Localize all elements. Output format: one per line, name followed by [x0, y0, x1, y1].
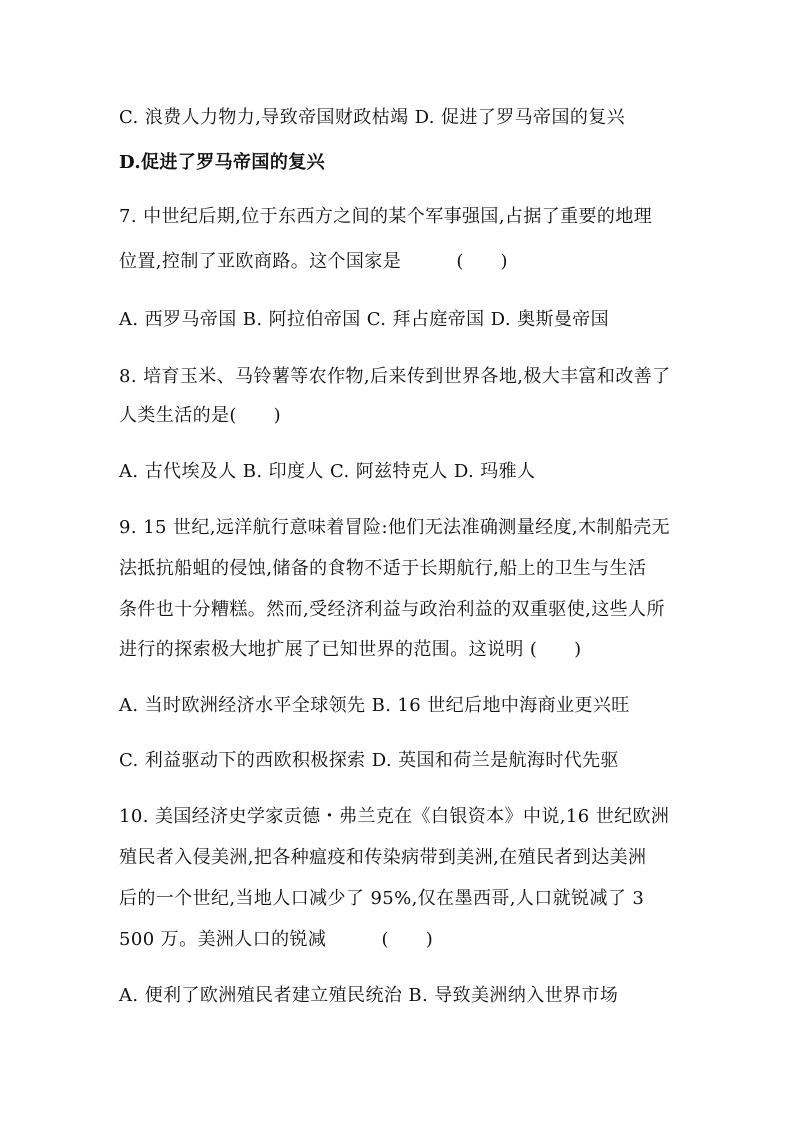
question-10-line-2: 殖民者入侵美洲,把各种瘟疫和传染病带到美洲,在殖民者到达美洲: [119, 847, 647, 868]
question-9-line-4: 进行的探索极大地扩展了已知世界的范围。这说明 ( ): [119, 639, 582, 660]
question-8-line-1: 8. 培育玉米、马铃薯等农作物,后来传到世界各地,极大丰富和改善了: [119, 366, 671, 387]
question-10-line-1: 10. 美国经济史学家贡德・弗兰克在《白银资本》中说,16 世纪欧洲: [119, 806, 670, 827]
question-8-line-2: 人类生活的是( ): [119, 405, 282, 426]
question-7-line-2: 位置,控制了亚欧商路。这个国家是 ( ): [119, 251, 508, 272]
answer-line-6: D.促进了罗马帝国的复兴: [119, 152, 326, 173]
question-9-line-3: 条件也十分糟糕。然而,受经济利益与政治利益的双重驱使,这些人所: [119, 599, 665, 620]
options-8: A. 古代埃及人 B. 印度人 C. 阿兹特克人 D. 玛雅人: [119, 461, 536, 482]
question-7-line-1: 7. 中世纪后期,位于东西方之间的某个军事强国,占据了重要的地理: [119, 206, 653, 227]
question-9-line-2: 法抵抗船蛆的侵蚀,储备的食物不适于长期航行,船上的卫生与生活: [119, 558, 647, 579]
options-9-ab: A. 当时欧洲经济水平全球领先 B. 16 世纪后地中海商业更兴旺: [119, 695, 630, 716]
options-10-ab: A. 便利了欧洲殖民者建立殖民统治 B. 导致美洲纳入世界市场: [119, 985, 619, 1006]
options-7: A. 西罗马帝国 B. 阿拉伯帝国 C. 拜占庭帝国 D. 奥斯曼帝国: [119, 309, 610, 330]
question-9-line-1: 9. 15 世纪,远洋航行意味着冒险:他们无法准确测量经度,木制船壳无: [119, 517, 671, 538]
question-10-line-3: 后的一个世纪,当地人口减少了 95%,仅在墨西哥,人口就锐减了 3: [119, 888, 645, 909]
option-line-6-cd: C. 浪费人力物力,导致帝国财政枯竭 D. 促进了罗马帝国的复兴: [119, 107, 626, 128]
question-10-line-4: 500 万。美洲人口的锐减 ( ): [119, 929, 434, 950]
options-9-cd: C. 利益驱动下的西欧积极探索 D. 英国和荷兰是航海时代先驱: [119, 750, 619, 771]
